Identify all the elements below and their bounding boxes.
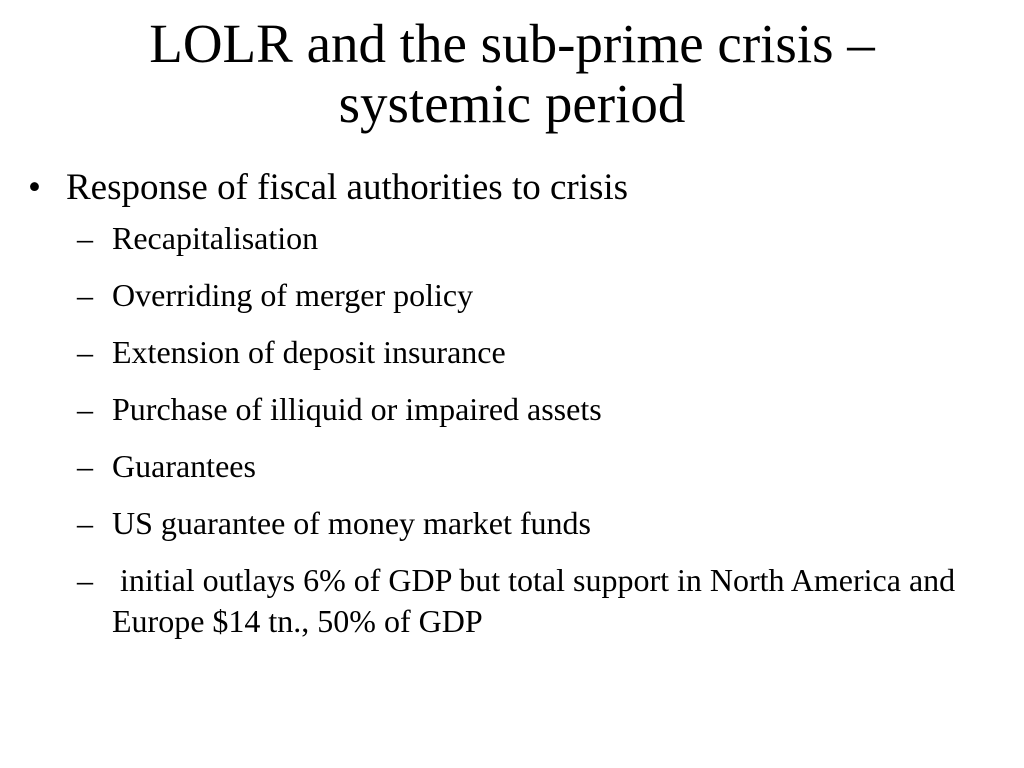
sub-bullet-text: Overriding of merger policy bbox=[112, 277, 474, 313]
sub-bullet-item bbox=[77, 332, 988, 373]
sub-bullet-item bbox=[77, 389, 988, 430]
sub-bullet-text: Guarantees bbox=[112, 448, 256, 484]
sub-bullet-text: initial outlays 6% of GDP but total support in North America and Europe $14 tn., 50% of GDP bbox=[112, 562, 964, 639]
dash-marker: – bbox=[77, 277, 93, 313]
dash-marker: – bbox=[77, 220, 93, 256]
dash-marker: – bbox=[77, 505, 93, 541]
dash-marker: – bbox=[77, 448, 93, 484]
bullet-text: Response of fiscal authorities to crisis bbox=[66, 167, 629, 208]
sub-bullet-item bbox=[77, 218, 988, 259]
sub-bullet-text: Recapitalisation bbox=[112, 220, 319, 256]
bullet-marker: • bbox=[28, 167, 41, 208]
sub-bullet-text: Extension of deposit insurance bbox=[112, 334, 506, 370]
sub-bullet-item bbox=[77, 275, 988, 316]
sub-bullet-text: Purchase of illiquid or impaired assets bbox=[112, 391, 602, 427]
slide-body bbox=[28, 164, 988, 658]
sub-bullet-item bbox=[77, 503, 988, 544]
sub-bullet-item bbox=[77, 560, 988, 642]
bullet-item bbox=[28, 164, 988, 212]
slide-title-line-1: LOLR and the sub-prime crisis – bbox=[149, 13, 875, 74]
dash-marker: – bbox=[77, 562, 93, 598]
sub-bullet-list bbox=[28, 218, 988, 642]
slide-title-line-2: systemic period bbox=[338, 73, 686, 134]
dash-marker: – bbox=[77, 391, 93, 427]
slide-title bbox=[60, 14, 964, 134]
sub-bullet-item bbox=[77, 446, 988, 487]
dash-marker: – bbox=[77, 334, 93, 370]
sub-bullet-text: US guarantee of money market funds bbox=[112, 505, 591, 541]
